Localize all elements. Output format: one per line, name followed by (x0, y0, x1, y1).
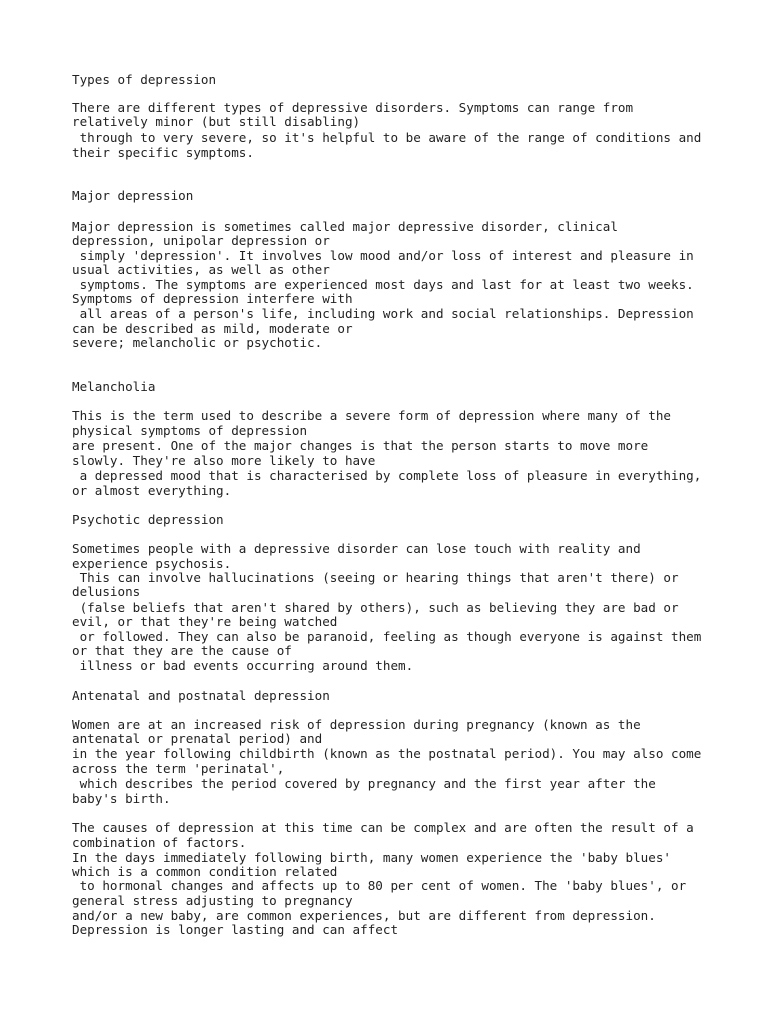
paragraph-line: through to very severe, so it's helpful to be aware of the range of conditions and (72, 130, 702, 145)
paragraph-line: combination of factors. (72, 835, 247, 850)
paragraph-line: illness or bad events occurring around them. (72, 658, 414, 673)
paragraph-line: simply 'depression'. It involves low mood and/or loss of interest and pleasure in (72, 248, 694, 263)
section-heading: Melancholia (72, 379, 156, 394)
section-heading: Antenatal and postnatal depression (72, 688, 330, 703)
paragraph-line: can be described as mild, moderate or (72, 321, 353, 336)
paragraph-line: The causes of depression at this time can be complex and are often the result of a (72, 820, 694, 835)
paragraph-line: (false beliefs that aren't shared by others), such as believing they are bad or (72, 600, 679, 615)
paragraph-line: usual activities, as well as other (72, 262, 330, 277)
paragraph-line: are present. One of the major changes is that the person starts to move more (72, 438, 649, 453)
section-heading: Psychotic depression (72, 512, 224, 527)
paragraph-line: their specific symptoms. (72, 145, 254, 160)
paragraph-line: or followed. They can also be paranoid, feeling as though everyone is against them (72, 629, 702, 644)
paragraph-line: Major depression is sometimes called major depressive disorder, clinical (72, 219, 618, 234)
paragraph-line: Sometimes people with a depressive disorder can lose touch with reality and (72, 541, 641, 556)
paragraph-line: Women are at an increased risk of depression during pregnancy (known as the (72, 717, 641, 732)
paragraph-line: There are different types of depressive disorders. Symptoms can range from (72, 100, 634, 115)
paragraph-line: or almost everything. (72, 483, 232, 498)
paragraph-line: baby's birth. (72, 791, 171, 806)
section-heading: Types of depression (72, 72, 217, 87)
paragraph-line: This is the term used to describe a severe form of depression where many of the (72, 408, 671, 423)
paragraph-line: severe; melancholic or psychotic. (72, 335, 323, 350)
paragraph-line: to hormonal changes and affects up to 80 per cent of women. The 'baby blues', or (72, 878, 687, 893)
paragraph-line: general stress adjusting to pregnancy (72, 893, 353, 908)
paragraph-line: evil, or that they're being watched (72, 614, 338, 629)
section-heading: Major depression (72, 188, 194, 203)
paragraph-line: or that they are the cause of (72, 643, 292, 658)
paragraph-line: In the days immediately following birth, many women experience the 'baby blues' (72, 850, 671, 865)
paragraph-line: delusions (72, 584, 141, 599)
paragraph-line: a depressed mood that is characterised by complete loss of pleasure in everything, (72, 468, 702, 483)
paragraph-line: antenatal or prenatal period) and (72, 731, 323, 746)
paragraph-line: Symptoms of depression interfere with (72, 291, 353, 306)
paragraph-line: in the year following childbirth (known as the postnatal period). You may also come (72, 746, 702, 761)
paragraph-line: all areas of a person's life, including work and social relationships. Depression (72, 306, 694, 321)
paragraph-line: across the term 'perinatal', (72, 761, 285, 776)
paragraph-line: physical symptoms of depression (72, 423, 308, 438)
paragraph-line: which is a common condition related (72, 864, 338, 879)
paragraph-line: which describes the period covered by pregnancy and the first year after the (72, 776, 656, 791)
paragraph-line: and/or a new baby, are common experiences, but are different from depression. (72, 908, 656, 923)
paragraph-line: symptoms. The symptoms are experienced most days and last for at least two weeks. (72, 277, 694, 292)
paragraph-line: Depression is longer lasting and can affect (72, 922, 399, 937)
paragraph-line: slowly. They're also more likely to have (72, 453, 376, 468)
paragraph-line: This can involve hallucinations (seeing or hearing things that aren't there) or (72, 570, 679, 585)
paragraph-line: relatively minor (but still disabling) (72, 114, 361, 129)
paragraph-line: depression, unipolar depression or (72, 233, 330, 248)
paragraph-line: experience psychosis. (72, 556, 232, 571)
